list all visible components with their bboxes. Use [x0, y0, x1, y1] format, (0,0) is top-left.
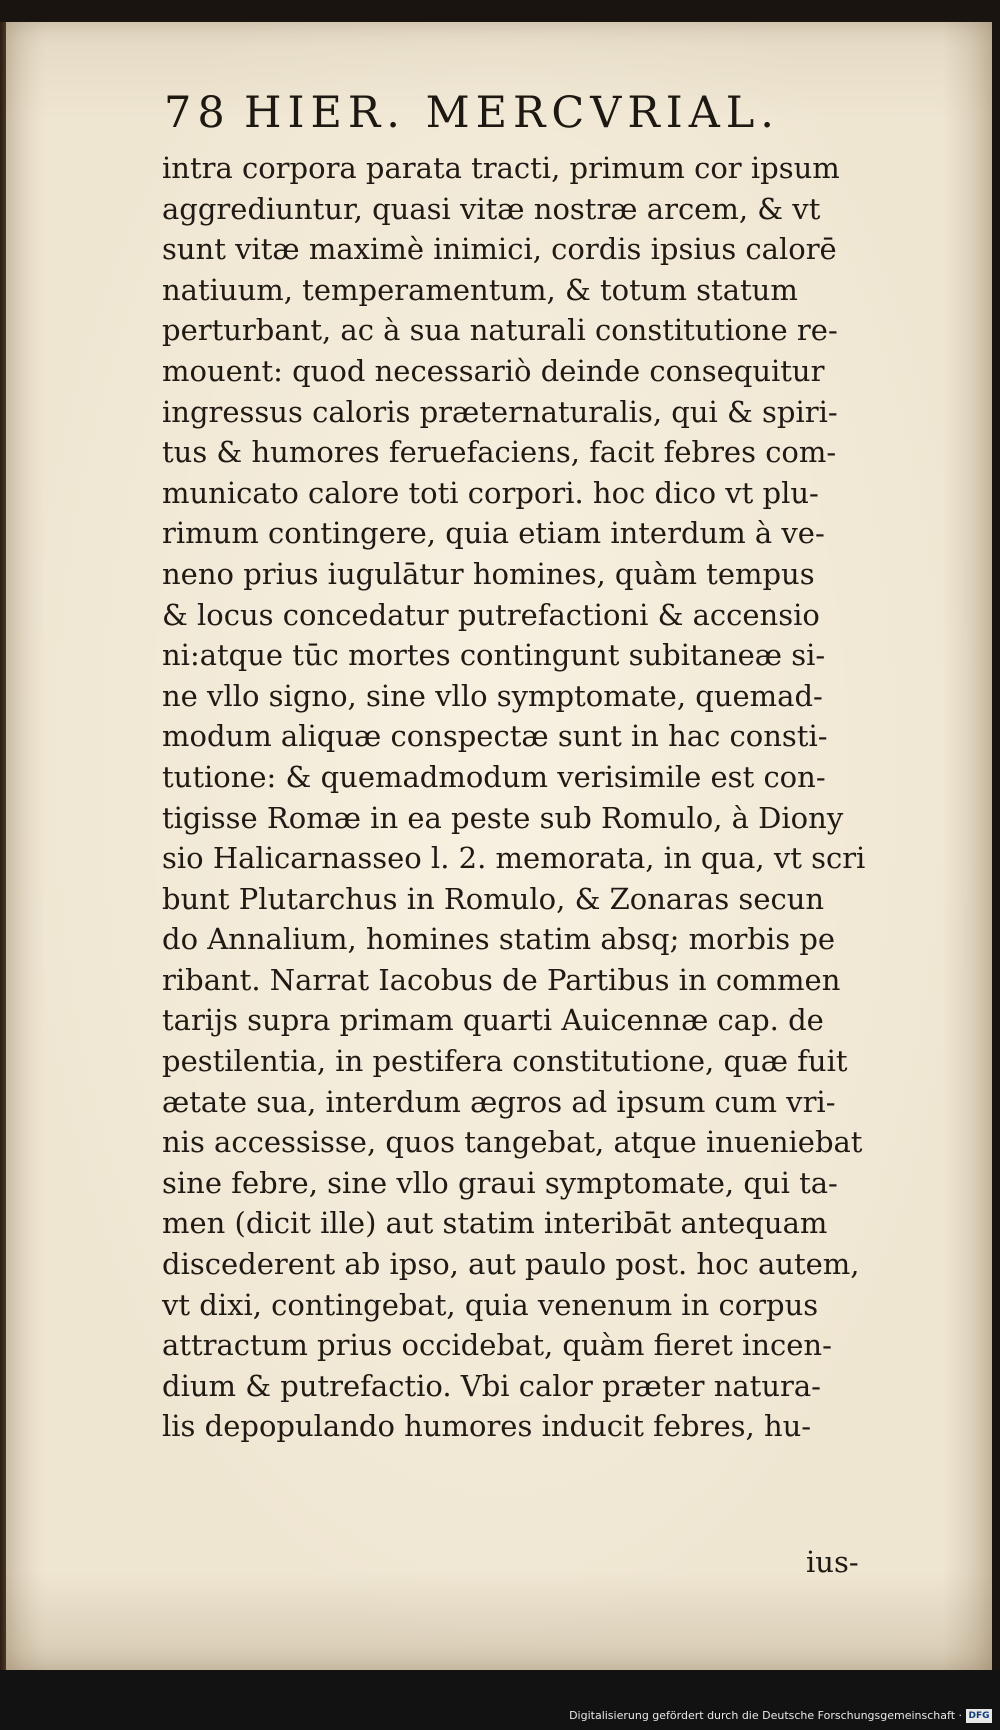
text-line: bunt Plutarchus in Romulo, & Zonaras secun — [162, 881, 825, 916]
text-line: tutione: & quemadmodum verisimile est con- — [162, 759, 826, 794]
text-line: ingressus caloris præternaturalis, qui & spiri- — [162, 394, 838, 429]
text-line: ætate sua, interdum ægros ad ipsum cum vri- — [162, 1084, 836, 1119]
text-line: sio Halicarnasseo l. 2. memorata, in qua, vt scri — [162, 841, 866, 876]
text-line: dium & putrefactio. Vbi calor præter natura- — [162, 1368, 821, 1403]
text-line: rimum contingere, quia etiam interdum à ve- — [162, 516, 825, 551]
text-line: natiuum, temperamentum, & totum statum — [162, 272, 798, 307]
text-line: tigisse Romæ in ea peste sub Romulo, à Diony — [162, 800, 844, 835]
dfg-logo-icon: DFG — [966, 1709, 992, 1723]
catchword: ius- — [806, 1545, 859, 1579]
text-line: intra corpora parata tracti, primum cor ipsum — [162, 151, 840, 185]
text-line: do Annalium, homines statim absq; morbis pe — [162, 922, 836, 957]
text-line: men (dicit ille) aut statim interibāt antequam — [162, 1206, 828, 1241]
text-line: discederent ab ipso, aut paulo post. hoc autem, — [162, 1247, 860, 1282]
text-line: mouent: quod necessariò deinde consequitur — [162, 353, 825, 388]
text-line: tarijs supra primam quarti Auicennæ cap. de — [162, 1003, 824, 1038]
text-line: attractum prius occidebat, quàm fieret incen- — [162, 1328, 832, 1363]
text-line: municato calore toti corpori. hoc dico vt plu- — [162, 475, 819, 510]
digitization-credit: Digitalisierung gefördert durch die Deutsche Forschungsgemeinschaft · — [569, 1709, 962, 1722]
running-title: HIER. MERCVRIAL. — [244, 88, 780, 138]
text-line: pestilentia, in pestifera constitutione, quæ fuit — [162, 1044, 848, 1079]
text-line: sine febre, sine vllo graui symptomate, qui ta- — [162, 1165, 838, 1200]
page-number: 78 — [164, 88, 231, 138]
text-line: sunt vitæ maximè inimici, cordis ipsius calorē — [162, 232, 837, 267]
text-line: nis accessisse, quos tangebat, atque inueniebat — [162, 1125, 863, 1160]
text-line: perturbant, ac à sua naturali constitutione re- — [162, 313, 838, 348]
text-line: lis depopulando humores inducit febres, hu- — [162, 1409, 812, 1444]
text-line: aggrediuntur, quasi vitæ nostræ arcem, & vt — [162, 191, 821, 226]
text-line: neno prius iugulātur homines, quàm tempus — [162, 556, 815, 591]
text-line: & locus concedatur putrefactioni & accensio — [162, 597, 820, 632]
text-line: ne vllo signo, sine vllo symptomate, quemad- — [162, 678, 823, 713]
text-line: vt dixi, contingebat, quia venenum in corpus — [162, 1287, 819, 1322]
body-text — [162, 148, 908, 1447]
running-header — [164, 88, 864, 150]
text-line: ribant. Narrat Iacobus de Partibus in commen — [162, 962, 841, 997]
text-line: tus & humores feruefaciens, facit febres com- — [162, 435, 837, 470]
text-line: modum aliquæ conspectæ sunt in hac consti- — [162, 719, 828, 754]
text-line: ni:atque tūc mortes contingunt subitaneæ si- — [162, 638, 826, 673]
